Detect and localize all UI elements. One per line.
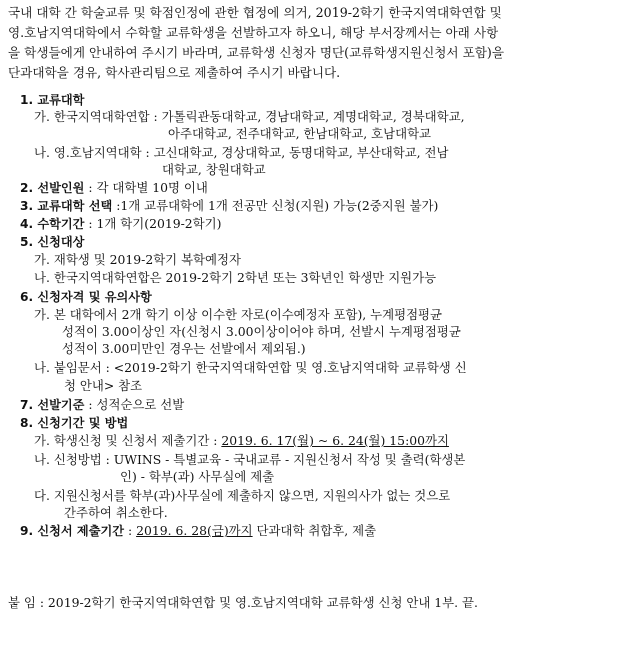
- section-8-item-a: [34, 432, 449, 450]
- section-6-item-a-line-3: 성적이 3.00미만인 경우는 선발에서 제외됨.): [62, 341, 306, 356]
- intro-line-2: 영.호남지역대학에서 수학할 교류학생을 선발하고자 하오니, 해당 부서장께서는 아래 사항: [8, 25, 499, 40]
- section-8-item-b-line-1: 나. 신청방법 : UWINS - 특별교육 - 국내교류 - 지원신청서 작성 및 출력(학생본: [34, 452, 466, 467]
- section-3: [20, 197, 438, 215]
- section-7-text: : 성적순으로 선발: [84, 397, 185, 412]
- section-1-title: 1. 교류대학: [20, 93, 85, 107]
- section-9-deadline: 2019. 6. 28(금)까지: [136, 523, 253, 538]
- section-3-text: :1개 교류대학에 1개 전공만 신청(지원) 가능(2중지원 불가): [112, 198, 439, 213]
- section-4-text: : 1개 학기(2019-2학기): [84, 216, 222, 231]
- section-1-item-b-line-1: 나. 영.호남지역대학 : 고신대학교, 경상대학교, 동명대학교, 부산대학교, 전남: [34, 145, 449, 160]
- section-3-title: 3. 교류대학 선택: [20, 199, 113, 213]
- section-2: [20, 179, 208, 197]
- section-8-item-c-line-1: 다. 지원신청서를 학부(과)사무실에 제출하지 않으면, 지원의사가 없는 것으로: [34, 488, 451, 503]
- section-6-item-a-line-1: 가. 본 대학에서 2개 학기 이상 이수한 자로(이수예정자 포함), 누계평점평균: [34, 307, 442, 322]
- section-2-text: : 각 대학별 10명 이내: [84, 180, 208, 195]
- intro-line-4: 단과대학을 경유, 학사관리팀으로 제출하여 주시기 바랍니다.: [8, 65, 341, 80]
- section-6-title: 6. 신청자격 및 유의사항: [20, 290, 152, 304]
- section-9: [20, 522, 376, 540]
- section-2-title: 2. 선발인원: [20, 181, 85, 195]
- section-9-title: 9. 신청서 제출기간: [20, 524, 125, 538]
- section-8-title: 8. 신청기간 및 방법: [20, 416, 129, 430]
- attachment-line: 붙 임 : 2019-2학기 한국지역대학연합 및 영.호남지역대학 교류학생 신청 안내 1부. 끝.: [8, 595, 478, 610]
- section-5-item-a: 가. 재학생 및 2019-2학기 복학예정자: [34, 252, 241, 267]
- section-5-title: 5. 신청대상: [20, 235, 85, 249]
- section-8-item-a-label: 가. 학생신청 및 신청서 제출기간 :: [34, 433, 222, 448]
- section-4-title: 4. 수학기간: [20, 217, 85, 231]
- section-8-item-c-line-2: 간주하여 취소한다.: [64, 505, 168, 520]
- section-4: [20, 215, 221, 233]
- section-6-item-b-line-2: 청 안내> 참조: [64, 378, 143, 393]
- section-5-item-b: 나. 한국지역대학연합은 2019-2학기 2학년 또는 3학년인 학생만 지원가능: [34, 270, 437, 285]
- section-8-item-a-period: 2019. 6. 17(월) ~ 6. 24(월) 15:00까지: [221, 433, 449, 448]
- intro-paragraph: [8, 3, 634, 83]
- section-7: [20, 396, 184, 414]
- section-8-item-b-line-2: 인) - 학부(과) 사무실에 제출: [120, 469, 275, 484]
- intro-line-3: 을 학생들에게 안내하여 주시기 바라며, 교류학생 신청자 명단(교류학생지원신청서 포함)을: [8, 45, 504, 60]
- intro-line-1: 국내 대학 간 학술교류 및 학점인정에 관한 협정에 의거, 2019-2학기 한국지역대학연합 및: [8, 5, 502, 20]
- section-1-item-b-line-2: 대학교, 창원대학교: [162, 162, 266, 177]
- section-9-text: 단과대학 취합후, 제출: [252, 523, 377, 538]
- section-1-item-a-line-1: 가. 한국지역대학연합 : 가톨릭관동대학교, 경남대학교, 계명대학교, 경북대학교,: [34, 109, 465, 124]
- section-6-item-b-line-1: 나. 붙임문서 : <2019-2학기 한국지역대학연합 및 영.호남지역대학 교류학생 신: [34, 360, 467, 375]
- section-9-separator: :: [124, 523, 137, 538]
- section-6-item-a-line-2: 성적이 3.00이상인 자(신청시 3.00이상이어야 하며, 선발시 누계평점평균: [62, 324, 461, 339]
- section-1-item-a-line-2: 아주대학교, 전주대학교, 한남대학교, 호남대학교: [168, 126, 432, 141]
- section-7-title: 7. 선발기준: [20, 398, 85, 412]
